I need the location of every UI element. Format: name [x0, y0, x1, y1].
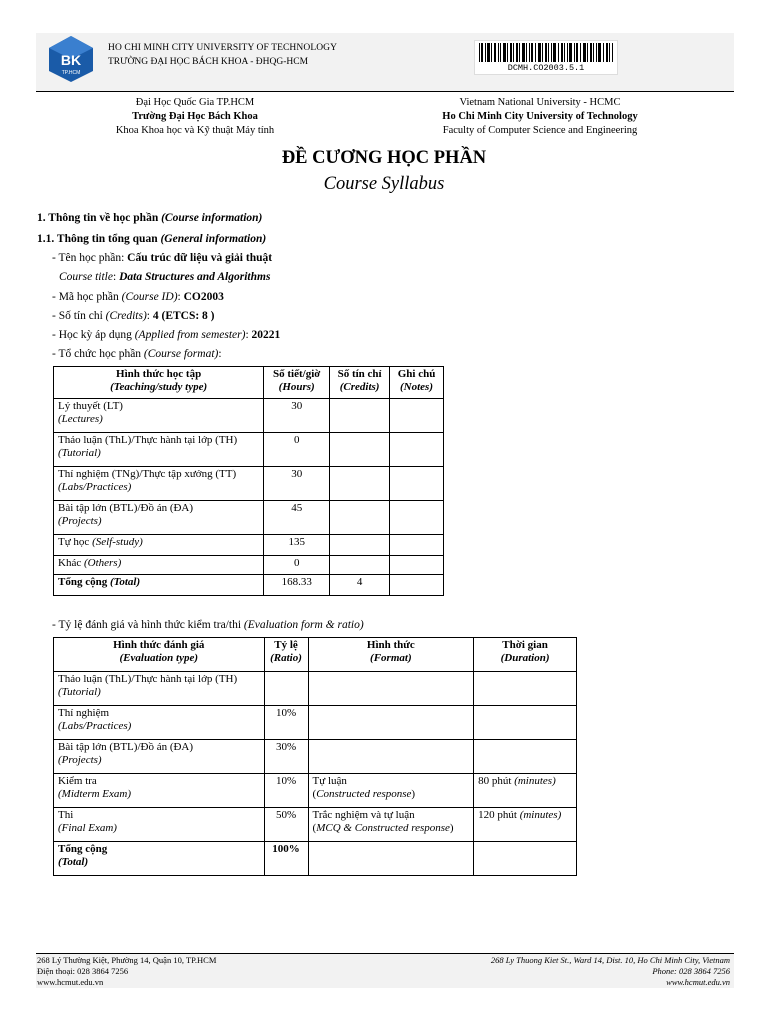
cell-credits — [330, 399, 390, 433]
header-credits: Số tín chỉ (Credits) — [330, 367, 390, 399]
cell-notes — [390, 575, 444, 596]
header-format: Hình thức (Format) — [308, 638, 474, 672]
section-heading-vn: 1. Thông tin về học phần — [37, 212, 159, 224]
course-format-label: - Tổ chức học phần — [52, 348, 144, 360]
footer-website-link[interactable]: www.hcmut.edu.vn — [666, 977, 730, 987]
cell-type: Khác (Others) — [54, 556, 264, 575]
cell-ratio: 10% — [264, 706, 308, 740]
table-total-row — [54, 575, 444, 596]
course-id-label: - Mã học phần — [52, 291, 122, 303]
org-block-en — [420, 96, 660, 138]
cell-format — [308, 706, 474, 740]
cell-eval-type: Kiểm tra (Midterm Exam) — [54, 774, 265, 808]
semester-line: - Học kỳ áp dụng (Applied from semester): 20221 — [52, 329, 281, 341]
table-row — [54, 467, 444, 501]
org-vn-line-2: Trường Đại Học Bách Khoa — [132, 111, 258, 122]
cell-notes — [390, 399, 444, 433]
table-row — [54, 808, 577, 842]
cell-type: Tổng cộng (Total) — [54, 575, 264, 596]
header-duration: Thời gian (Duration) — [474, 638, 577, 672]
footer-address: 268 Lý Thường Kiệt, Phường 14, Quận 10, TP.HCM — [37, 955, 217, 965]
section-heading — [37, 212, 262, 224]
course-format-table — [53, 366, 444, 596]
org-en-line-3: Faculty of Computer Science and Engineering — [442, 125, 638, 136]
cell-credits: 4 — [330, 575, 390, 596]
table-row — [54, 433, 444, 467]
cell-notes — [390, 556, 444, 575]
course-name-label: - Tên học phần: — [52, 252, 128, 264]
university-name-en: HO CHI MINH CITY UNIVERSITY OF TECHNOLOGY — [108, 43, 338, 53]
footer-address-en — [430, 955, 730, 988]
table-total-row — [54, 842, 577, 876]
org-en-line-2: Ho Chi Minh City University of Technology — [442, 111, 638, 122]
cell-notes — [390, 433, 444, 467]
cell-format: Trắc nghiệm và tự luận (MCQ & Constructed response) — [308, 808, 474, 842]
subsection-heading-vn: 1.1. Thông tin tổng quan — [37, 233, 158, 245]
cell-type: Bài tập lớn (BTL)/Đồ án (ĐA) (Projects) — [54, 501, 264, 535]
cell-eval-type: Tổng cộng (Total) — [54, 842, 265, 876]
cell-credits — [330, 433, 390, 467]
evaluation-label-en: (Evaluation form & ratio) — [243, 619, 364, 631]
subsection-heading-en: (General information) — [160, 233, 267, 245]
university-name-vn: TRƯỜNG ĐẠI HỌC BÁCH KHOA - ĐHQG-HCM — [108, 57, 309, 67]
cell-format — [308, 740, 474, 774]
cell-eval-type: Bài tập lớn (BTL)/Đồ án (ĐA) (Projects) — [54, 740, 265, 774]
course-id-value: CO2003 — [183, 291, 224, 303]
cell-credits — [330, 556, 390, 575]
org-en-line-1: Vietnam National University - HCMC — [459, 97, 621, 108]
cell-notes — [390, 501, 444, 535]
cell-eval-type: Thi (Final Exam) — [54, 808, 265, 842]
footer-phone: Điện thoại: 028 3864 7256 — [37, 966, 129, 976]
cell-type: Thảo luận (ThL)/Thực hành tại lớp (TH) (Tutorial) — [54, 433, 264, 467]
course-format-line: - Tổ chức học phần (Course format): — [52, 348, 222, 360]
table-header-row — [54, 367, 444, 399]
footer-phone: Phone: 028 3864 7256 — [652, 966, 730, 976]
barcode-code: DCMH.CO2003.5.1 — [474, 62, 618, 75]
header-notes: Ghi chú (Notes) — [390, 367, 444, 399]
course-title-line: Course title: Data Structures and Algorithms — [59, 271, 271, 283]
credits-label-en: (Credits) — [105, 310, 147, 322]
course-format-label-en: (Course format) — [143, 348, 219, 360]
course-id-label-en: (Course ID) — [121, 291, 178, 303]
cell-duration — [474, 842, 577, 876]
credits-label: - Số tín chỉ — [52, 310, 106, 322]
cell-duration: 120 phút (minutes) — [474, 808, 577, 842]
logo-text: BK — [60, 52, 82, 68]
subsection-heading — [37, 233, 266, 245]
cell-duration — [474, 672, 577, 706]
table-row — [54, 556, 444, 575]
table-row — [54, 535, 444, 556]
evaluation-line — [52, 619, 364, 631]
cell-ratio: 30% — [264, 740, 308, 774]
header-study-type: Hình thức học tập (Teaching/study type) — [54, 367, 264, 399]
header-hours: Số tiết/giờ (Hours) — [264, 367, 330, 399]
cell-type: Lý thuyết (LT) (Lectures) — [54, 399, 264, 433]
cell-credits — [330, 501, 390, 535]
cell-hours: 135 — [264, 535, 330, 556]
cell-ratio: 100% — [264, 842, 308, 876]
cell-format — [308, 672, 474, 706]
university-logo — [46, 35, 96, 83]
cell-hours: 0 — [264, 433, 330, 467]
credits-line: - Số tín chỉ (Credits): 4 (ETCS: 8 ) — [52, 310, 215, 322]
course-title-label: Course title — [59, 271, 113, 283]
cell-duration — [474, 706, 577, 740]
course-name-value: Cấu trúc dữ liệu và giải thuật — [127, 252, 273, 264]
footer-website-link[interactable]: www.hcmut.edu.vn — [37, 977, 104, 987]
header-ratio: Tỷ lệ (Ratio) — [264, 638, 308, 672]
cell-eval-type: Thí nghiệm (Labs/Practices) — [54, 706, 265, 740]
cell-hours: 45 — [264, 501, 330, 535]
cell-hours: 30 — [264, 399, 330, 433]
table-row — [54, 399, 444, 433]
table-row — [54, 706, 577, 740]
cell-ratio — [264, 672, 308, 706]
cell-credits — [330, 467, 390, 501]
evaluation-table — [53, 637, 577, 876]
course-name-line — [52, 252, 272, 264]
table-row — [54, 774, 577, 808]
cell-notes — [390, 467, 444, 501]
org-vn-line-3: Khoa Khoa học và Kỹ thuật Máy tính — [115, 125, 275, 136]
credits-value: 4 (ETCS: 8 ) — [152, 310, 215, 322]
semester-value: 20221 — [251, 329, 281, 341]
cell-format: Tự luận (Constructed response) — [308, 774, 474, 808]
course-id-line: - Mã học phần (Course ID): CO2003 — [52, 291, 224, 303]
cell-type: Thí nghiệm (TNg)/Thực tập xưởng (TT) (Labs/Practices) — [54, 467, 264, 501]
course-title-value: Data Structures and Algorithms — [119, 271, 271, 283]
table-row — [54, 740, 577, 774]
cell-hours: 0 — [264, 556, 330, 575]
cell-duration — [474, 740, 577, 774]
semester-label-en: (Applied from semester) — [134, 329, 246, 341]
cell-ratio: 10% — [264, 774, 308, 808]
org-vn-line-1: Đại Học Quốc Gia TP.HCM — [135, 97, 255, 108]
table-header-row — [54, 638, 577, 672]
cell-notes — [390, 535, 444, 556]
header-divider — [36, 91, 734, 92]
footer-address-vn — [37, 955, 216, 988]
semester-label: - Học kỳ áp dụng — [52, 329, 135, 341]
header-evaluation-type: Hình thức đánh giá (Evaluation type) — [54, 638, 265, 672]
footer-address: 268 Ly Thuong Kiet St., Ward 14, Dist. 10, Ho Chi Minh City, Vietnam — [490, 955, 730, 965]
table-row — [54, 501, 444, 535]
page-subtitle: Course Syllabus — [323, 174, 445, 194]
evaluation-label: - Tỷ lệ đánh giá và hình thức kiểm tra/thi — [52, 619, 244, 631]
org-block-vn — [100, 96, 290, 138]
cell-eval-type: Thảo luận (ThL)/Thực hành tại lớp (TH) (Tutorial) — [54, 672, 265, 706]
logo-subtext: TP.HCM — [61, 70, 81, 76]
cell-hours: 168.33 — [264, 575, 330, 596]
cell-hours: 30 — [264, 467, 330, 501]
footer-divider — [36, 953, 734, 954]
cell-credits — [330, 535, 390, 556]
section-heading-en: (Course information) — [161, 212, 263, 224]
cell-type: Tự học (Self-study) — [54, 535, 264, 556]
table-row — [54, 672, 577, 706]
cell-format — [308, 842, 474, 876]
cell-duration: 80 phút (minutes) — [474, 774, 577, 808]
page-title: ĐỀ CƯƠNG HỌC PHẦN — [281, 148, 487, 168]
cell-ratio: 50% — [264, 808, 308, 842]
